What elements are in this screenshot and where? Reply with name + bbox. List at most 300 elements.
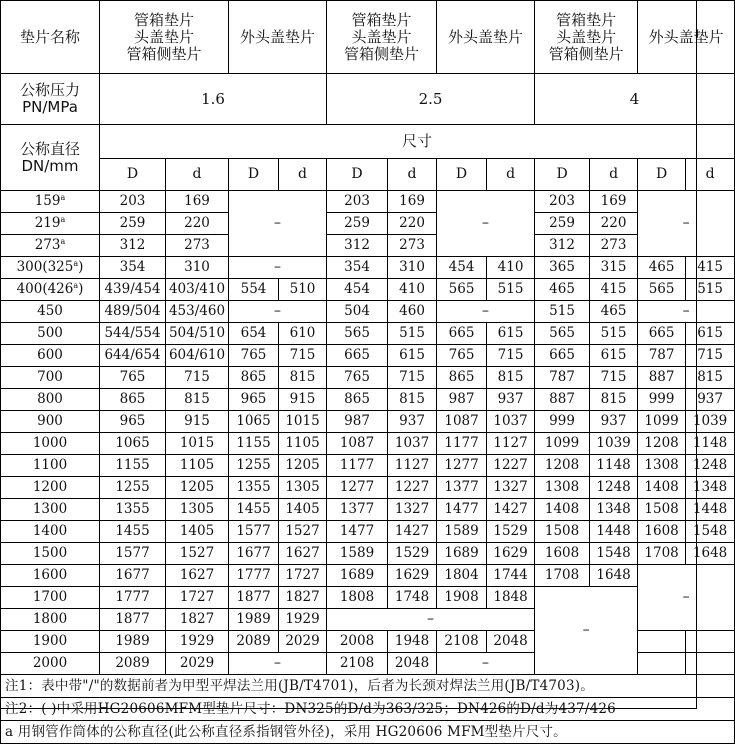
dimension-value-cell: 1099 — [638, 411, 686, 433]
dimension-value-cell: 1015 — [279, 411, 327, 433]
table-row — [1, 433, 735, 455]
dimension-value-cell: 1377 — [437, 477, 487, 499]
dimension-value-cell: 1989 — [229, 609, 279, 631]
dimension-value-cell: 1427 — [487, 499, 535, 521]
dimension-value-cell: 1177 — [437, 433, 487, 455]
dimension-value-cell: 2089 — [100, 653, 166, 675]
footnote-a-row — [1, 721, 735, 744]
dimension-value-cell: 865 — [327, 389, 388, 411]
not-applicable-cell: – — [437, 191, 535, 257]
dimension-value-cell: 1548 — [590, 543, 638, 565]
dimension-value-cell: 1529 — [487, 521, 535, 543]
nominal-diameter-cell: 700 — [1, 367, 100, 389]
dimension-value-cell: 1039 — [590, 433, 638, 455]
dimension-value-cell: 1065 — [229, 411, 279, 433]
column-header-outer-D: D — [327, 159, 388, 191]
group-b-pn4-label: 外头盖垫片 — [638, 1, 735, 74]
dimension-value-cell: 1527 — [279, 521, 327, 543]
table-row — [1, 279, 735, 301]
dimension-value-cell: 787 — [535, 367, 590, 389]
dimension-value-cell: 665 — [535, 345, 590, 367]
dimension-value-cell: 515 — [388, 323, 437, 345]
nominal-diameter-cell: 1000 — [1, 433, 100, 455]
dimension-value-cell — [638, 653, 686, 675]
dimension-value-cell: 815 — [166, 389, 229, 411]
dimension-value-cell: 1777 — [100, 587, 166, 609]
dimension-value-cell: 715 — [686, 345, 735, 367]
dimension-value-cell: 203 — [535, 191, 590, 213]
column-header-inner-d: d — [166, 159, 229, 191]
size-label: 尺寸 — [100, 125, 735, 159]
dimension-value-cell: 273 — [166, 235, 229, 257]
dimension-value-cell: 1408 — [535, 499, 590, 521]
dimension-value-cell: 1155 — [100, 455, 166, 477]
nominal-diameter-cell: 900 — [1, 411, 100, 433]
dimension-value-cell: 1355 — [229, 477, 279, 499]
group-a-pn16-label: 管箱垫片 头盖垫片 管箱侧垫片 — [100, 1, 229, 74]
dimension-value-cell: 220 — [388, 213, 437, 235]
dimension-value-cell: 510 — [279, 279, 327, 301]
dimension-value-cell: 887 — [535, 389, 590, 411]
dimension-value-cell: 1629 — [487, 543, 535, 565]
column-header-inner-d: d — [388, 159, 437, 191]
dimension-value-cell: 1405 — [166, 521, 229, 543]
dimension-value-cell: 410 — [487, 257, 535, 279]
dimension-value-cell: 1777 — [229, 565, 279, 587]
not-applicable-cell: – — [535, 587, 638, 675]
dimension-value-cell: 354 — [100, 257, 166, 279]
pressure-value-4: 4 — [535, 74, 735, 125]
dimension-value-cell: 2029 — [279, 631, 327, 653]
nominal-diameter-cell: 500 — [1, 323, 100, 345]
dimension-value-cell: 815 — [279, 367, 327, 389]
dimension-value-cell: 1099 — [535, 433, 590, 455]
nominal-diameter-cell: 300(325$^a$) — [1, 257, 100, 279]
table-row — [1, 345, 735, 367]
dimension-value-cell: 1577 — [229, 521, 279, 543]
dimension-value-cell: 1408 — [638, 477, 686, 499]
table-row — [1, 191, 735, 213]
note-1-text: 注1：表中带"/"的数据前者为甲型平焊法兰用(JB/T4701)，后者为长颈对焊法兰用(JB/T4703)。 — [1, 675, 735, 698]
dimension-value-cell — [638, 631, 686, 653]
not-applicable-cell: – — [229, 653, 327, 675]
dimension-value-cell: 610 — [279, 323, 327, 345]
column-header-outer-D: D — [100, 159, 166, 191]
dimension-value-cell: 1305 — [166, 499, 229, 521]
dimension-value-cell: 1448 — [590, 521, 638, 543]
nominal-diameter-cell: 800 — [1, 389, 100, 411]
group-a-pn4-label: 管箱垫片 头盖垫片 管箱侧垫片 — [535, 1, 638, 74]
dimension-value-cell: 465 — [590, 301, 638, 323]
dimension-value-cell: 1629 — [388, 565, 437, 587]
not-applicable-cell: – — [437, 653, 535, 675]
dimension-value-cell: 1908 — [437, 587, 487, 609]
dimension-value-cell: 1205 — [166, 477, 229, 499]
dimension-value-cell: 765 — [100, 367, 166, 389]
dimension-value-cell: 1248 — [686, 455, 735, 477]
dimension-value-cell: 1648 — [590, 565, 638, 587]
dimension-value-cell: 1455 — [229, 499, 279, 521]
dimension-value-cell: 1477 — [327, 521, 388, 543]
dimension-value-cell: 220 — [590, 213, 638, 235]
group-b-pn25-label: 外头盖垫片 — [437, 1, 535, 74]
dimension-value-cell: 454 — [437, 257, 487, 279]
dimension-value-cell: 1205 — [279, 455, 327, 477]
dimension-value-cell: 765 — [229, 345, 279, 367]
dimension-value-cell: 312 — [327, 235, 388, 257]
dimension-value-cell: 1929 — [279, 609, 327, 631]
dimension-value-cell: 1708 — [638, 543, 686, 565]
dimension-value-cell: 273 — [388, 235, 437, 257]
dimension-value-cell: 1848 — [487, 587, 535, 609]
dimension-value-cell: 665 — [327, 345, 388, 367]
dimension-value-cell: 354 — [327, 257, 388, 279]
group-b-pn16-label: 外头盖垫片 — [229, 1, 327, 74]
dimension-value-cell: 1255 — [100, 477, 166, 499]
dimension-value-cell: 1277 — [437, 455, 487, 477]
nominal-diameter-cell: 1700 — [1, 587, 100, 609]
dimension-value-cell: 1177 — [327, 455, 388, 477]
dimension-value-cell: 1508 — [535, 521, 590, 543]
dimension-value-cell: 765 — [327, 367, 388, 389]
dimension-value-cell: 915 — [166, 411, 229, 433]
dimension-value-cell: 1127 — [388, 455, 437, 477]
not-applicable-cell: – — [437, 301, 535, 323]
dimension-value-cell: 1608 — [638, 521, 686, 543]
footnote-marker: a — [60, 237, 66, 246]
dimension-value-cell: 1227 — [388, 477, 437, 499]
nominal-diameter-cell: 273$^a$ — [1, 235, 100, 257]
dimension-value-cell: 1689 — [327, 565, 388, 587]
table-row — [1, 257, 735, 279]
nominal-diameter-cell: 1900 — [1, 631, 100, 653]
dimension-value-cell: 1677 — [100, 565, 166, 587]
nominal-diameter-cell: 400(426$^a$) — [1, 279, 100, 301]
group-a-pn25-label: 管箱垫片 头盖垫片 管箱侧垫片 — [327, 1, 437, 74]
dimension-value-cell — [686, 653, 735, 675]
pressure-label: 公称压力 PN/MPa — [1, 74, 100, 125]
dimension-value-cell: 1277 — [327, 477, 388, 499]
dimension-value-cell: 715 — [166, 367, 229, 389]
dimension-value-cell: 937 — [686, 389, 735, 411]
dimension-value-cell: 1327 — [388, 499, 437, 521]
dimension-value-cell: 2089 — [229, 631, 279, 653]
dimension-value-cell: 259 — [100, 213, 166, 235]
table-row — [1, 565, 735, 587]
dimension-value-cell: 1148 — [590, 455, 638, 477]
dimension-value-cell: 1948 — [388, 631, 437, 653]
dimension-value-cell: 259 — [535, 213, 590, 235]
table-row — [1, 389, 735, 411]
table-row — [1, 301, 735, 323]
dimension-value-cell: 203 — [100, 191, 166, 213]
dimension-value-cell: 1877 — [229, 587, 279, 609]
dimension-value-cell: 654 — [229, 323, 279, 345]
column-header-outer-D: D — [535, 159, 590, 191]
dimension-value-cell: 965 — [229, 389, 279, 411]
footnote-marker: a — [60, 215, 66, 224]
dimension-value-cell: 365 — [535, 257, 590, 279]
dimension-value-cell: 453/460 — [166, 301, 229, 323]
dimension-value-cell: 965 — [100, 411, 166, 433]
dimension-value-cell: 1015 — [166, 433, 229, 455]
dimension-value-cell: 1748 — [388, 587, 437, 609]
nominal-diameter-cell: 159$^a$ — [1, 191, 100, 213]
dimension-value-cell: 169 — [166, 191, 229, 213]
column-header-inner-d: d — [487, 159, 535, 191]
dimension-value-cell: 1627 — [279, 543, 327, 565]
dimension-value-cell: 1589 — [437, 521, 487, 543]
dimension-value-cell: 1208 — [535, 455, 590, 477]
gasket-name-label: 垫片名称 — [1, 1, 100, 74]
dimension-value-cell: 565 — [327, 323, 388, 345]
dimension-value-cell: 1827 — [166, 609, 229, 631]
dimension-value-cell: 865 — [229, 367, 279, 389]
table-row — [1, 477, 735, 499]
column-header-inner-d: d — [686, 159, 735, 191]
dimension-value-cell: 1087 — [437, 411, 487, 433]
column-header-inner-d: d — [279, 159, 327, 191]
dimension-value-cell: 515 — [590, 323, 638, 345]
dimension-value-cell: 715 — [388, 367, 437, 389]
dimension-value-cell: 565 — [437, 279, 487, 301]
dimension-value-cell: 1127 — [487, 433, 535, 455]
dimension-value-cell — [686, 631, 735, 653]
table-row — [1, 213, 735, 235]
note-1-row — [1, 675, 735, 698]
diameter-label: 公称直径 DN/mm — [1, 125, 100, 191]
table-row — [1, 455, 735, 477]
dimension-value-cell: 1377 — [327, 499, 388, 521]
table-row — [1, 235, 735, 257]
dimension-value-cell: 415 — [590, 279, 638, 301]
nominal-diameter-cell: 1200 — [1, 477, 100, 499]
table-row — [1, 367, 735, 389]
dimension-value-cell: 1448 — [686, 499, 735, 521]
dimension-value-cell: 1677 — [229, 543, 279, 565]
dimension-value-cell: 1989 — [100, 631, 166, 653]
note-2-row — [1, 698, 735, 721]
dimension-value-cell: 815 — [590, 389, 638, 411]
dimension-value-cell: 2048 — [487, 631, 535, 653]
dimension-value-cell: 1508 — [638, 499, 686, 521]
dimension-value-cell: 1627 — [166, 565, 229, 587]
nominal-diameter-cell: 1500 — [1, 543, 100, 565]
dimension-value-cell: 1065 — [100, 433, 166, 455]
dimension-value-cell: 615 — [686, 323, 735, 345]
footnote-marker: a — [73, 259, 79, 268]
dimension-value-cell: 1527 — [166, 543, 229, 565]
dimension-value-cell: 2108 — [437, 631, 487, 653]
dimension-value-cell: 504 — [327, 301, 388, 323]
not-applicable-cell: – — [638, 301, 735, 323]
footnote-marker: a — [73, 281, 79, 290]
dimension-value-cell: 715 — [279, 345, 327, 367]
dimension-value-cell: 515 — [686, 279, 735, 301]
dimension-value-cell: 937 — [388, 411, 437, 433]
dimension-value-cell: 1608 — [535, 543, 590, 565]
dimension-value-cell: 999 — [638, 389, 686, 411]
table-row — [1, 411, 735, 433]
dimension-value-cell: 765 — [437, 345, 487, 367]
dimension-value-cell: 465 — [638, 257, 686, 279]
pressure-value-2-5: 2.5 — [327, 74, 535, 125]
pressure-value-1-6: 1.6 — [100, 74, 327, 125]
dimension-value-cell: 2008 — [327, 631, 388, 653]
dimension-value-cell: 273 — [590, 235, 638, 257]
dimension-value-cell: 1308 — [638, 455, 686, 477]
dimension-value-cell: 415 — [686, 257, 735, 279]
dimension-value-cell: 1155 — [229, 433, 279, 455]
header-row-gasket-type — [1, 1, 735, 74]
header-row-size — [1, 125, 735, 159]
dimension-value-cell: 1548 — [686, 521, 735, 543]
dimension-value-cell: 865 — [100, 389, 166, 411]
not-applicable-cell: – — [229, 257, 327, 279]
nominal-diameter-cell: 1600 — [1, 565, 100, 587]
dimension-value-cell: 1305 — [279, 477, 327, 499]
dimension-value-cell: 220 — [166, 213, 229, 235]
not-applicable-cell: – — [229, 301, 327, 323]
dimension-value-cell: 544/554 — [100, 323, 166, 345]
dimension-value-cell: 1255 — [229, 455, 279, 477]
dimension-value-cell: 1648 — [686, 543, 735, 565]
dimension-value-cell: 504/510 — [166, 323, 229, 345]
nominal-diameter-cell: 1100 — [1, 455, 100, 477]
dimension-value-cell: 887 — [638, 367, 686, 389]
dimension-value-cell: 1037 — [388, 433, 437, 455]
not-applicable-cell: – — [327, 609, 535, 631]
dimension-value-cell: 1037 — [487, 411, 535, 433]
dimension-value-cell: 460 — [388, 301, 437, 323]
column-header-outer-D: D — [437, 159, 487, 191]
dimension-value-cell: 815 — [388, 389, 437, 411]
column-header-outer-D: D — [638, 159, 686, 191]
dimension-value-cell: 1929 — [166, 631, 229, 653]
dimension-value-cell: 1405 — [279, 499, 327, 521]
dimension-value-cell: 987 — [437, 389, 487, 411]
dimension-value-cell: 310 — [166, 257, 229, 279]
dimension-value-cell: 1427 — [388, 521, 437, 543]
dimension-value-cell: 1248 — [590, 477, 638, 499]
dimension-value-cell: 1727 — [279, 565, 327, 587]
dimension-value-cell: 787 — [638, 345, 686, 367]
footnote-marker: a — [60, 193, 66, 202]
dimension-value-cell: 1105 — [279, 433, 327, 455]
dimension-value-cell: 1477 — [437, 499, 487, 521]
dimension-value-cell: 1039 — [686, 411, 735, 433]
dimension-value-cell: 312 — [100, 235, 166, 257]
dimension-value-cell: 999 — [535, 411, 590, 433]
dimension-value-cell: 439/454 — [100, 279, 166, 301]
column-header-inner-d: d — [590, 159, 638, 191]
note-2-text: 注2：( )中采用HG20606MFM型垫片尺寸：DN325的D/d为363/325；DN426的D/d为437/426 — [1, 698, 735, 721]
dimension-value-cell: 615 — [388, 345, 437, 367]
dimension-value-cell: 1455 — [100, 521, 166, 543]
table-row — [1, 521, 735, 543]
dimension-value-cell: 715 — [487, 345, 535, 367]
dimension-value-cell: 1589 — [327, 543, 388, 565]
dimension-value-cell: 915 — [279, 389, 327, 411]
dimension-value-cell: 169 — [388, 191, 437, 213]
dimension-value-cell: 1744 — [487, 565, 535, 587]
dimension-value-cell: 815 — [487, 367, 535, 389]
dimension-value-cell: 2108 — [327, 653, 388, 675]
dimension-value-cell: 1877 — [100, 609, 166, 631]
footnote-a-text: a 用钢管作筒体的公称直径(此公称直径系指钢管外径)，采用 HG20606 MFM型垫片尺寸。 — [1, 721, 735, 744]
nominal-diameter-cell: 219$^a$ — [1, 213, 100, 235]
not-applicable-cell: – — [638, 191, 735, 257]
dimension-value-cell: 315 — [590, 257, 638, 279]
dimension-value-cell: 312 — [535, 235, 590, 257]
dimension-value-cell: 169 — [590, 191, 638, 213]
dimension-value-cell: 1827 — [279, 587, 327, 609]
dimension-value-cell: 203 — [327, 191, 388, 213]
dimension-value-cell: 1327 — [487, 477, 535, 499]
dimension-value-cell: 489/504 — [100, 301, 166, 323]
dimension-value-cell: 665 — [638, 323, 686, 345]
dimension-value-cell: 2029 — [166, 653, 229, 675]
dimension-value-cell: 1355 — [100, 499, 166, 521]
dimension-value-cell: 1208 — [638, 433, 686, 455]
dimension-value-cell: 1348 — [686, 477, 735, 499]
dimension-value-cell: 1348 — [590, 499, 638, 521]
dimension-value-cell: 565 — [535, 323, 590, 345]
nominal-diameter-cell: 2000 — [1, 653, 100, 675]
dimension-value-cell: 515 — [535, 301, 590, 323]
dimension-value-cell: 1105 — [166, 455, 229, 477]
dimension-value-cell: 1087 — [327, 433, 388, 455]
header-row-D-d — [1, 159, 735, 191]
dimension-value-cell: 644/654 — [100, 345, 166, 367]
dimension-value-cell: 665 — [437, 323, 487, 345]
nominal-diameter-cell: 450 — [1, 301, 100, 323]
dimension-value-cell: 565 — [638, 279, 686, 301]
column-header-outer-D: D — [229, 159, 279, 191]
nominal-diameter-cell: 1300 — [1, 499, 100, 521]
dimension-value-cell: 937 — [590, 411, 638, 433]
dimension-value-cell: 865 — [437, 367, 487, 389]
dimension-value-cell: 937 — [487, 389, 535, 411]
dimension-value-cell: 615 — [590, 345, 638, 367]
dimension-value-cell: 987 — [327, 411, 388, 433]
dimension-value-cell: 310 — [388, 257, 437, 279]
dimension-value-cell: 1804 — [437, 565, 487, 587]
dimension-value-cell: 259 — [327, 213, 388, 235]
dimension-value-cell: 1577 — [100, 543, 166, 565]
dimension-value-cell: 1148 — [686, 433, 735, 455]
nominal-diameter-cell: 1800 — [1, 609, 100, 631]
dimension-value-cell: 604/610 — [166, 345, 229, 367]
dimension-value-cell: 554 — [229, 279, 279, 301]
dimension-value-cell: 1727 — [166, 587, 229, 609]
dimension-value-cell: 1529 — [388, 543, 437, 565]
dimension-value-cell: 410 — [388, 279, 437, 301]
nominal-diameter-cell: 1400 — [1, 521, 100, 543]
table-row — [1, 499, 735, 521]
dimension-value-cell: 1689 — [437, 543, 487, 565]
table-row — [1, 543, 735, 565]
not-applicable-cell: – — [638, 565, 735, 631]
dimension-value-cell: 1708 — [535, 565, 590, 587]
dimension-value-cell: 615 — [487, 323, 535, 345]
dimension-value-cell: 1308 — [535, 477, 590, 499]
dimension-value-cell: 465 — [535, 279, 590, 301]
not-applicable-cell: – — [229, 191, 327, 257]
dimension-value-cell: 454 — [327, 279, 388, 301]
table-row — [1, 587, 735, 609]
dimension-value-cell: 403/410 — [166, 279, 229, 301]
